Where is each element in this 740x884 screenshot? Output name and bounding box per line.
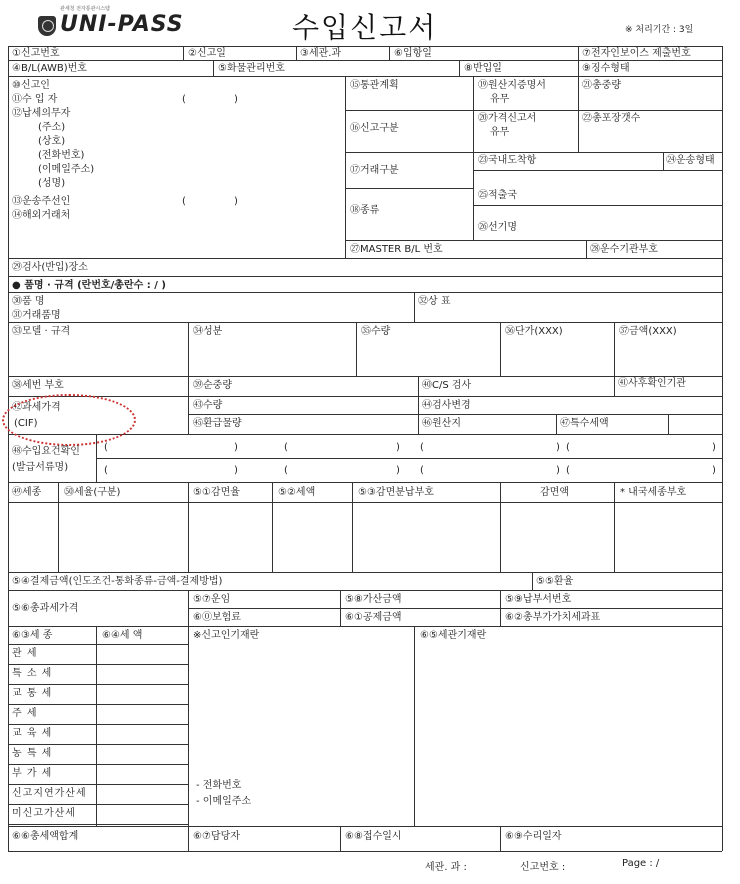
req-paren-7c: ) (556, 465, 560, 476)
req-paren-7o: ( (420, 465, 424, 476)
origin-cert-exist: 유무 (490, 94, 510, 105)
requirement-check-label: ㊽수입요건확인 (12, 446, 80, 457)
deduction-label: ⑥①공제금액 (345, 612, 402, 623)
trademark-label: ㉜상 표 (418, 296, 451, 307)
reduction-rate-label: ⑤①감면율 (193, 487, 240, 498)
company-label: (상호) (38, 136, 66, 147)
tax-qty-label: ㊸수량 (193, 400, 223, 411)
post-check-agency-label: ㊶사후확인기관 (618, 378, 686, 389)
importer-paren-close: ) (234, 94, 238, 105)
hs-code-label: ㊳세번 부호 (12, 380, 64, 391)
importer-label: ⑪수 입 자 (12, 94, 58, 105)
tax-row-label: 주 세 (12, 708, 38, 719)
trade-type-label: ⑰거래구분 (350, 165, 399, 176)
total-tax-label: ⑥⑥총세액합계 (12, 831, 79, 842)
loading-country-label: ㉕적출국 (478, 190, 517, 201)
vat-base-label: ⑥②총부가가치세과표 (505, 612, 601, 623)
brand-subtitle: 관세청 전자통관시스템 (60, 6, 110, 12)
forwarder-label: ⑬운송주선인 (12, 196, 71, 207)
req-paren-4o: ( (566, 442, 570, 453)
declarant-note-label: ※신고인기재란 (193, 630, 260, 641)
inspection-change-label: ㊹검사변경 (422, 400, 471, 411)
exchange-rate-label: ⑤⑤환율 (536, 576, 574, 587)
domestic-arrival-label: ㉓국내도착항 (478, 155, 537, 166)
tax-rate-label: ㊿세율(구분) (64, 487, 121, 498)
customs-note-label: ⑥⑤세관기재란 (420, 630, 487, 641)
tax-amount-label: ⑤②세액 (278, 487, 316, 498)
req-paren-2o: ( (284, 442, 288, 453)
decl-number-label: ①신고번호 (12, 48, 60, 59)
bonded-date-label: ⑧반입일 (464, 63, 502, 74)
carrier-code-label: ㉘운수기관부호 (590, 244, 658, 255)
accepted-date-label: ⑥⑨수리일자 (505, 831, 562, 842)
req-paren-3o: ( (420, 442, 424, 453)
tax-row-divider (8, 744, 188, 745)
unipass-logo (18, 6, 188, 40)
unit-price-label: ㊱단가(XXX) (505, 326, 563, 337)
brand-name: UNI-PASS (60, 12, 184, 37)
req-paren-6c: ) (396, 465, 400, 476)
tax-row-label: 교 육 세 (12, 728, 53, 739)
e-invoice-label: ⑦전자인보이스 제출번호 (582, 48, 691, 59)
freight-label: ⑤⑦운임 (193, 594, 231, 605)
tax-row-divider (8, 704, 188, 705)
total-weight-label: ㉑총중량 (582, 80, 621, 91)
settlement-label: ⑤④결제금액(인도조건-통화종류-금액-결제방법) (12, 576, 223, 587)
footer-customs: 세관. 과 : (425, 862, 467, 873)
component-label: ㉞성분 (193, 326, 223, 337)
amount-label: ㊲금액(XXX) (619, 326, 677, 337)
tax-row-divider (8, 784, 188, 785)
name-label: (성명) (38, 178, 66, 189)
total-packages-label: ㉒총포장갯수 (582, 113, 641, 124)
net-weight-label: ㊴순중량 (193, 380, 232, 391)
tax-row-label: 부 가 세 (12, 768, 53, 779)
tax-row-divider (8, 804, 188, 805)
highlight-circle (2, 394, 136, 446)
tax-row-label: 미신고가산세 (12, 808, 76, 819)
customs-plan-label: ⑮통관계획 (350, 80, 399, 91)
email-note: - 이메일주소 (196, 796, 252, 807)
product-name-label: ㉚품 명 (12, 296, 45, 307)
refund-qty-label: ㊺환급물량 (193, 418, 242, 429)
phone-note: - 전화번호 (196, 780, 242, 791)
trade-name-label: ㉛거래품명 (12, 310, 61, 321)
items-header: ● 품명 · 규격 (란번호/총란수 : / ) (12, 280, 166, 291)
req-paren-2c: ) (396, 442, 400, 453)
req-paren-8o: ( (566, 465, 570, 476)
addition-label: ⑤⑧가산금액 (345, 594, 402, 605)
master-bl-label: ㉗MASTER B/L 번호 (350, 244, 443, 255)
origin-cert-label: ⑲원산지증명서 (478, 80, 546, 91)
quantity-label: ㉟수량 (361, 326, 391, 337)
reduction-code-label: ⑤③감면분납부호 (358, 487, 434, 498)
special-tax-label: ㊼특수세액 (560, 418, 609, 429)
customs-seal-icon (38, 16, 56, 36)
tax-row-divider (8, 764, 188, 765)
overseas-partner-label: ⑭해외거래처 (12, 210, 71, 221)
reduction-amount-label: 감면액 (540, 487, 569, 498)
price-decl-label: ⑳가격신고서 (478, 113, 537, 124)
footer-decl-no: 신고번호 : (520, 862, 566, 873)
taxable-value-label: ㊷과세가격 (12, 402, 61, 413)
total-taxable-label: ⑤⑥총과세가격 (12, 603, 79, 614)
domestic-tax-code-label: * 내국세종부호 (620, 487, 687, 498)
tax-row-divider (8, 724, 188, 725)
req-paren-3c: ) (556, 442, 560, 453)
transport-type-label: ㉔운송형태 (666, 155, 715, 166)
kind-label: ⑱종류 (350, 205, 380, 216)
req-paren-5o: ( (104, 465, 108, 476)
req-paren-6o: ( (284, 465, 288, 476)
inspection-place-label: ㉙검사(반입)장소 (12, 262, 88, 273)
origin-label: ㊻원산지 (422, 418, 461, 429)
taxpayer-label: ⑫납세의무자 (12, 108, 71, 119)
req-paren-4c: ) (712, 442, 716, 453)
arrival-date-label: ⑥입항일 (394, 48, 432, 59)
tax-row-label: 교 통 세 (12, 688, 53, 699)
collection-type-label: ⑨징수형태 (582, 63, 630, 74)
tax-amount-header: ⑥④세 액 (102, 630, 143, 641)
req-paren-1o: ( (104, 442, 108, 453)
bl-number-label: ④B/L(AWB)번호 (12, 63, 87, 74)
decl-date-label: ②신고일 (188, 48, 226, 59)
officer-label: ⑥⑦담당자 (193, 831, 240, 842)
forwarder-paren-open: ( (182, 196, 186, 207)
tax-notice-label: ⑤⑨납부서번호 (505, 594, 572, 605)
tax-row-label: 농 특 세 (12, 748, 53, 759)
footer-page: Page : / (622, 858, 660, 869)
cs-inspection-label: ㊵C/S 검사 (422, 380, 472, 391)
req-paren-5c: ) (234, 465, 238, 476)
insurance-label: ⑥⓪보험료 (193, 612, 241, 623)
tax-row-divider (8, 824, 188, 825)
cargo-mgmt-label: ⑤화물관리번호 (218, 63, 285, 74)
customs-office-label: ③세관.과 (300, 48, 342, 59)
importer-paren-open: ( (182, 94, 186, 105)
tax-row-divider (8, 684, 188, 685)
declarant-label: ⑩신고인 (12, 80, 50, 91)
tax-row-label: 관 세 (12, 648, 38, 659)
tax-type-label: ㊾세종 (12, 487, 42, 498)
tax-row-label: 신고지연가산세 (12, 788, 87, 799)
form-title: 수입신고서 (292, 11, 438, 44)
email-label: (이메일주소) (38, 164, 95, 175)
model-spec-label: ㉝모델 · 규격 (12, 326, 71, 337)
req-paren-8c: ) (712, 465, 716, 476)
cif-label: (CIF) (14, 418, 38, 429)
processing-period: ※ 처리기간 : 3일 (625, 25, 694, 35)
req-paren-1c: ) (234, 442, 238, 453)
address-label: (주소) (38, 122, 66, 133)
decl-type-label: ⑯신고구분 (350, 123, 399, 134)
tax-row-label: 특 소 세 (12, 668, 53, 679)
tax-type-header: ⑥③세 종 (12, 630, 53, 641)
received-label: ⑥⑧접수일시 (345, 831, 402, 842)
forwarder-paren-close: ) (234, 196, 238, 207)
vessel-name-label: ㉖선기명 (478, 222, 517, 233)
phone-label: (전화번호) (38, 150, 85, 161)
requirement-doc-label: (발급서류명) (12, 462, 69, 473)
price-decl-exist: 유무 (490, 127, 510, 138)
tax-row-divider (8, 664, 188, 665)
